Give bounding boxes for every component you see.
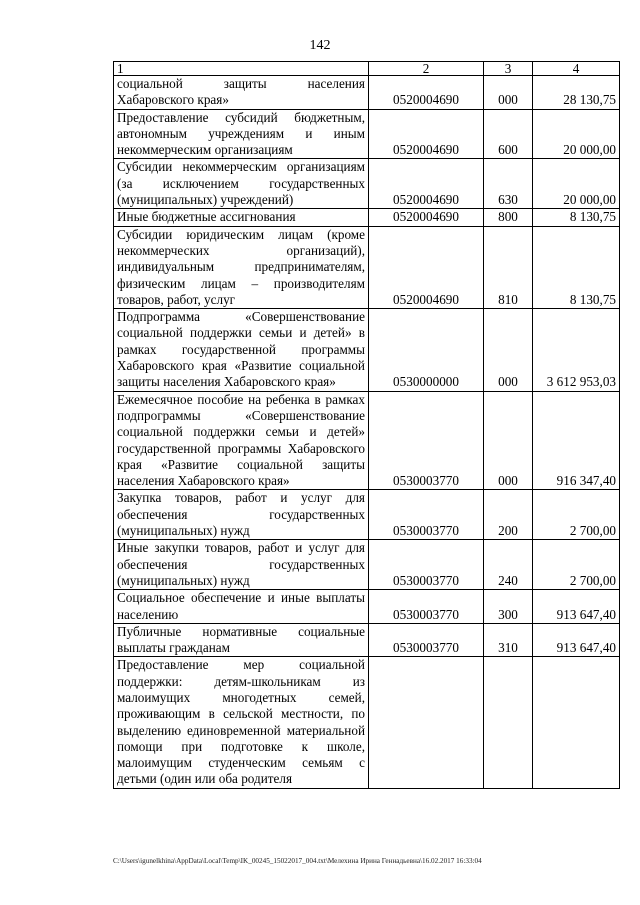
table-row [114, 209, 620, 226]
row-name-cell: Предоставление мер социальной поддержки: детям-школьникам из малоимущих многодетных семей, проживающим в сельской местности, по выделению единовременной материальной помощи при подготовке к школе, малоимущим студенческим семьям с детьми (один или оба родителя [114, 657, 369, 788]
row-code-cell [369, 657, 484, 788]
row-amount-cell: 3 612 953,03 [533, 309, 620, 391]
budget-table [113, 61, 620, 789]
row-amount-cell: 8 130,75 [533, 226, 620, 308]
row-code-cell: 0520004690 [369, 76, 484, 110]
row-type-cell: 240 [484, 540, 533, 590]
row-code-cell: 0520004690 [369, 109, 484, 159]
row-code-cell: 0520004690 [369, 209, 484, 226]
row-code-cell: 0530003770 [369, 540, 484, 590]
row-type-cell: 300 [484, 590, 533, 624]
row-name-cell: Иные закупки товаров, работ и услуг для обеспечения государственных (муниципальных) нужд [114, 540, 369, 590]
row-amount-cell: 913 647,40 [533, 623, 620, 657]
table-row [114, 76, 620, 110]
header-cell-1: 1 [114, 62, 369, 76]
row-name-cell: Предоставление субсидий бюджетным, автономным учреждениям и иным некоммерческим организациям [114, 109, 369, 159]
row-type-cell: 310 [484, 623, 533, 657]
row-name-cell: Субсидии некоммерческим организациям (за исключением государственных (муниципальных) учреждений) [114, 159, 369, 209]
document-path-footer: C:\Users\igunelkhina\AppData\Local\Temp\IK_00245_15022017_004.txt\Мелехина Ирина Геннадьевна\16.02.2017 16:33:04 [113, 857, 482, 865]
table-header-row [114, 62, 620, 76]
row-type-cell: 200 [484, 490, 533, 540]
table-row [114, 226, 620, 308]
page-number: 142 [309, 38, 331, 53]
table-row [114, 657, 620, 788]
row-name-cell: Закупка товаров, работ и услуг для обеспечения государственных (муниципальных) нужд [114, 490, 369, 540]
row-name-cell: Субсидии юридическим лицам (кроме некоммерческих организаций), индивидуальным предпринимателям, физическим лицам – производителям товаров, работ, услуг [114, 226, 369, 308]
header-cell-3: 3 [484, 62, 533, 76]
row-type-cell: 800 [484, 209, 533, 226]
row-type-cell: 810 [484, 226, 533, 308]
row-code-cell: 0530003770 [369, 590, 484, 624]
row-name-cell: Иные бюджетные ассигнования [114, 209, 369, 226]
row-amount-cell: 28 130,75 [533, 76, 620, 110]
row-code-cell: 0530003770 [369, 391, 484, 490]
row-amount-cell: 916 347,40 [533, 391, 620, 490]
table-row [114, 623, 620, 657]
row-name-cell: Ежемесячное пособие на ребенка в рамках подпрограммы «Совершенствование социальной поддержки семьи и детей» государственной программы Хабаровского края «Развитие социальной защиты населения Хабаровского края» [114, 391, 369, 490]
row-type-cell: 000 [484, 76, 533, 110]
row-name-cell: Публичные нормативные социальные выплаты гражданам [114, 623, 369, 657]
row-type-cell [484, 657, 533, 788]
row-name-cell: социальной защиты населения Хабаровского края» [114, 76, 369, 110]
row-amount-cell: 913 647,40 [533, 590, 620, 624]
row-code-cell: 0530003770 [369, 623, 484, 657]
row-code-cell: 0530000000 [369, 309, 484, 391]
row-amount-cell: 2 700,00 [533, 540, 620, 590]
row-name-cell: Подпрограмма «Совершенствование социальной поддержки семьи и детей» в рамках государственной программы Хабаровского края «Развитие социальной защиты населения Хабаровского края» [114, 309, 369, 391]
row-name-cell: Социальное обеспечение и иные выплаты населению [114, 590, 369, 624]
row-amount-cell [533, 657, 620, 788]
row-amount-cell: 20 000,00 [533, 159, 620, 209]
table-row [114, 391, 620, 490]
table-row [114, 109, 620, 159]
row-type-cell: 000 [484, 391, 533, 490]
table-row [114, 159, 620, 209]
row-code-cell: 0530003770 [369, 490, 484, 540]
header-cell-2: 2 [369, 62, 484, 76]
row-code-cell: 0520004690 [369, 226, 484, 308]
row-type-cell: 630 [484, 159, 533, 209]
row-amount-cell: 8 130,75 [533, 209, 620, 226]
table-row [114, 540, 620, 590]
table-row [114, 590, 620, 624]
header-cell-4: 4 [533, 62, 620, 76]
row-type-cell: 600 [484, 109, 533, 159]
table-row [114, 309, 620, 391]
row-code-cell: 0520004690 [369, 159, 484, 209]
row-amount-cell: 20 000,00 [533, 109, 620, 159]
row-type-cell: 000 [484, 309, 533, 391]
row-amount-cell: 2 700,00 [533, 490, 620, 540]
table-row [114, 490, 620, 540]
